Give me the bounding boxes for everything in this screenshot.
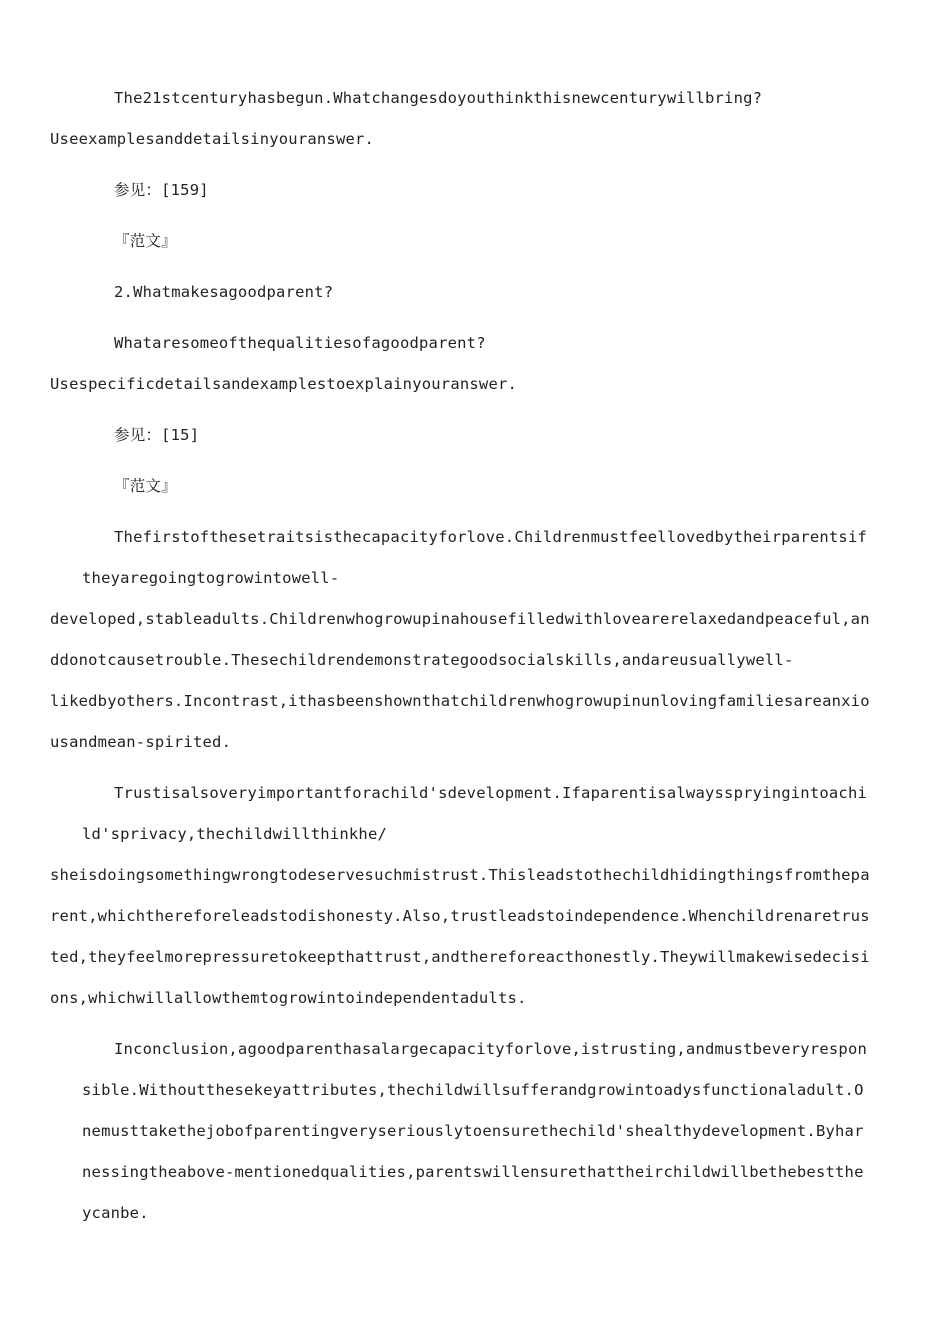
essay-text-segment: Trustisalsoveryimportantforachild'sdevelopment.Ifaparentisalwaysspryingintoachild'sprivacy,thechildwillthinkhe/ [82,784,868,843]
question-heading [82,272,872,313]
reference-text: 参见：[15] [114,426,200,444]
reference-text: 参见：[159] [114,181,209,199]
question-heading-text: 2.Whatmakesagoodparent? [114,283,334,301]
reference-note [82,170,872,211]
essay-text-segment: Thefirstofthesetraitsisthecapacityforlove.Childrenmustfeellovedbytheirparentsiftheyaregoingtogrowintowell- [82,528,868,587]
sample-essay-label [82,466,872,507]
essay-text-segment: developed,stableadults.Childrenwhogrowupinahousefilledwithlovearerelaxedandpeaceful,anddonotcausetrouble.Thesechildrendemonstrategoodsocialskills,andareusuallywell- [50,610,870,669]
prompt-line: Usespecificdetailsandexamplestoexplainyouranswer. [50,375,518,393]
essay-text-segment: Inconclusion,agoodparenthasalargecapacityforlove,istrusting,andmustbeveryresponsible.Withoutthesekeyattributes,thechildwillsufferandgrowintoadysfunctionaladult.Onemusttakethejobofparentingveryseriouslytoensurethechild'shealthydevelopment.Byharnessingtheabove-mentionedqualities,parentswillensurethattheirchildwillbethebesttheycanbe. [82,1040,868,1222]
reference-note [82,415,872,456]
document-page [50,78,872,1244]
sample-essay-label-text: 『范文』 [114,232,177,250]
essay-text-segment: likedbyothers.Incontrast,ithasbeenshownthatchildrenwhogrowupinunlovingfamiliesareanxiousandmean-spirited. [50,692,870,751]
essay-paragraph-conclusion [82,1029,872,1234]
prompt-line: Whataresomeofthequalitiesofagoodparent? [114,334,486,352]
essay-paragraph-trust [50,773,872,1019]
essay-prompt-21st-century [50,78,872,160]
essay-prompt-good-parent [50,323,872,405]
prompt-line: Useexamplesanddetailsinyouranswer. [50,130,375,148]
essay-text-segment: sheisdoingsomethingwrongtodeservesuchmistrust.Thisleadstothechildhidingthingsfromtheparent,whichthereforeleadstodishonesty.Also,trustleadstoindependence.Whenchildrenaretrusted,theyfeelmorepressuretokeepthattrust,andthereforeacthonestly.Theywillmakewisedecisions,whichwillallowthemtogrowintoindependentadults. [50,866,870,1007]
prompt-line: The21stcenturyhasbegun.Whatchangesdoyouthinkthisnewcenturywillbring? [114,89,763,107]
essay-paragraph-love [50,517,872,763]
sample-essay-label [82,221,872,262]
sample-essay-label-text: 『范文』 [114,477,177,495]
